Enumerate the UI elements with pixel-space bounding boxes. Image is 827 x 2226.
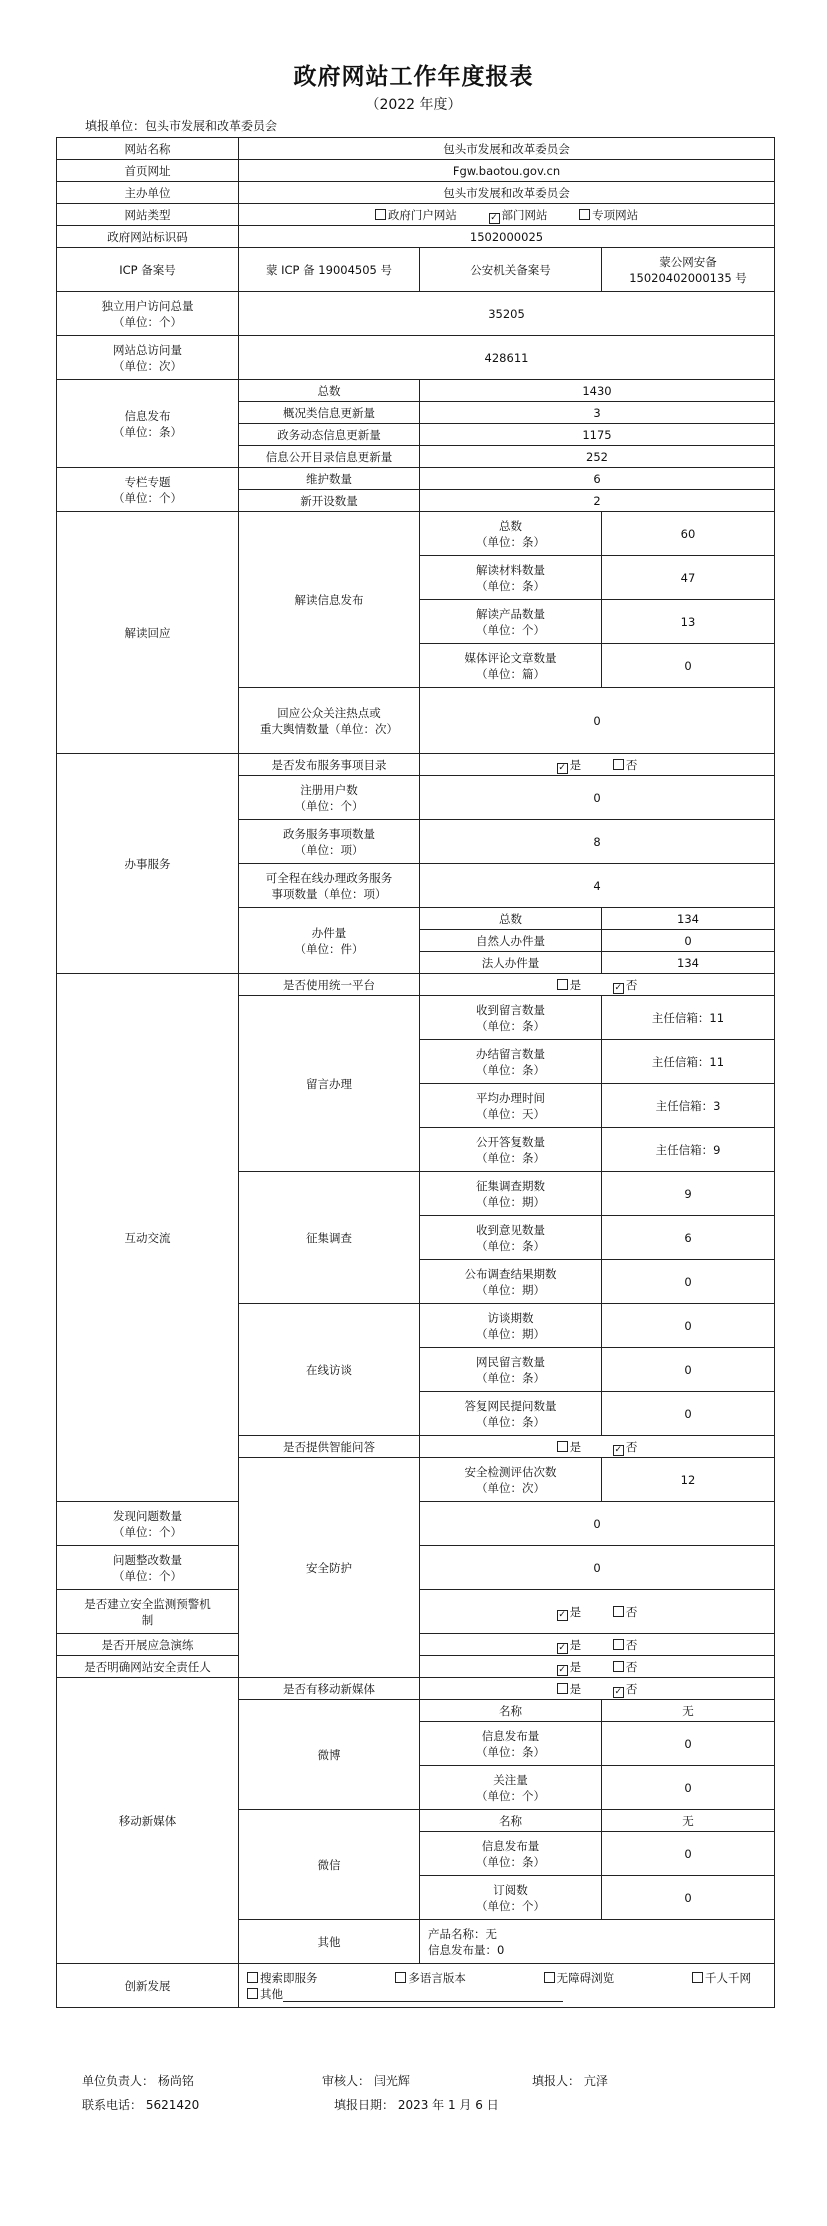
interact-public-label: 公开答复数量 （单位：条） bbox=[420, 1128, 602, 1172]
security-found-value: 0 bbox=[420, 1502, 775, 1546]
special-new-value: 2 bbox=[420, 490, 775, 512]
interact-interview-label: 在线访谈 bbox=[239, 1304, 420, 1436]
checkbox-icon bbox=[375, 209, 386, 220]
mobile-other-label: 其他 bbox=[239, 1920, 420, 1964]
service-natural-label: 自然人办件量 bbox=[420, 930, 602, 952]
interact-received-value: 主任信箱：11 bbox=[602, 996, 775, 1040]
checkbox-icon bbox=[395, 1972, 406, 1983]
uv-label: 独立用户访问总量 （单位：个） bbox=[57, 292, 239, 336]
info-total-label: 总数 bbox=[239, 380, 420, 402]
info-open-value: 252 bbox=[420, 446, 775, 468]
service-natural-value: 0 bbox=[602, 930, 775, 952]
interact-iv-periods-label: 访谈期数 （单位：期） bbox=[420, 1304, 602, 1348]
wechat-name-value: 无 bbox=[602, 1810, 775, 1832]
interact-periods-label: 征集调查期数 （单位：期） bbox=[420, 1172, 602, 1216]
wechat-subs-label: 订阅数 （单位：个） bbox=[420, 1876, 602, 1920]
interact-smart-options: 是 ✓ 否 bbox=[420, 1436, 775, 1458]
interact-iv-answers-value: 0 bbox=[602, 1392, 775, 1436]
interact-done-value: 主任信箱：11 bbox=[602, 1040, 775, 1084]
footer-reviewer: 审核人： 闫光辉 bbox=[322, 2074, 410, 2088]
police-value: 蒙公网安备 15020402000135 号 bbox=[602, 248, 775, 292]
footer-date: 填报日期： 2023 年 1 月 6 日 bbox=[334, 2098, 499, 2112]
mobile-has-label: 是否有移动新媒体 bbox=[239, 1678, 420, 1700]
security-warn-label: 是否建立安全监测预警机 制 bbox=[57, 1590, 239, 1634]
page-title: 政府网站工作年度报表 bbox=[293, 63, 534, 90]
site-name-value: 包头市发展和改革委员会 bbox=[239, 138, 775, 160]
security-warn-options: ✓ 是 否 bbox=[420, 1590, 775, 1634]
type-option-portal: 政府门户网站 bbox=[375, 207, 457, 223]
special-maintain-label: 维护数量 bbox=[239, 468, 420, 490]
interpret-section-label: 解读回应 bbox=[57, 512, 239, 754]
checkbox-checked-icon: ✓ bbox=[558, 1609, 566, 1620]
service-handle-total-label: 总数 bbox=[420, 908, 602, 930]
service-catalog-label: 是否发布服务事项目录 bbox=[239, 754, 420, 776]
interpret-total-value: 60 bbox=[602, 512, 775, 556]
interact-msg-label: 留言办理 bbox=[239, 996, 420, 1172]
interact-avg-value: 主任信箱：3 bbox=[602, 1084, 775, 1128]
weibo-follow-value: 0 bbox=[602, 1766, 775, 1810]
interact-section-label: 互动交流 bbox=[57, 974, 239, 1502]
mobile-other-value: 产品名称：无 信息发布量：0 bbox=[420, 1920, 775, 1964]
weibo-name-label: 名称 bbox=[420, 1700, 602, 1722]
homepage-label: 首页网址 bbox=[57, 160, 239, 182]
checkbox-checked-icon: ✓ bbox=[558, 1642, 566, 1653]
service-handle-label: 办件量 （单位：件） bbox=[239, 908, 420, 974]
info-overview-value: 3 bbox=[420, 402, 775, 424]
type-option-special: 专项网站 bbox=[579, 207, 638, 223]
innovation-section-label: 创新发展 bbox=[57, 1964, 239, 2008]
sponsor-label: 主办单位 bbox=[57, 182, 239, 204]
service-online-value: 4 bbox=[420, 864, 775, 908]
police-label: 公安机关备案号 bbox=[420, 248, 602, 292]
sponsor-value: 包头市发展和改革委员会 bbox=[239, 182, 775, 204]
mobile-section-label: 移动新媒体 bbox=[57, 1678, 239, 1964]
checkbox-checked-icon: ✓ bbox=[614, 982, 623, 993]
security-drill-options: ✓ 是 否 bbox=[420, 1634, 775, 1656]
interact-iv-answers-label: 答复网民提问数量 （单位：条） bbox=[420, 1392, 602, 1436]
service-users-label: 注册用户数 （单位：个） bbox=[239, 776, 420, 820]
wechat-subs-value: 0 bbox=[602, 1876, 775, 1920]
security-fixed-label: 问题整改数量 （单位：个） bbox=[57, 1546, 239, 1590]
innovation-option-multilang: 多语言版本 bbox=[395, 1970, 466, 1986]
icp-label: ICP 备案号 bbox=[57, 248, 239, 292]
interact-smart-label: 是否提供智能问答 bbox=[239, 1436, 420, 1458]
special-new-label: 新开设数量 bbox=[239, 490, 420, 512]
innovation-option-search: 搜索即服务 bbox=[247, 1970, 318, 1986]
service-handle-total-value: 134 bbox=[602, 908, 775, 930]
interpret-product-value: 13 bbox=[602, 600, 775, 644]
pv-label: 网站总访问量 （单位：次） bbox=[57, 336, 239, 380]
service-section-label: 办事服务 bbox=[57, 754, 239, 974]
interact-platform-options: 是 ✓ 否 bbox=[420, 974, 775, 996]
checkbox-icon bbox=[557, 1683, 568, 1694]
interpret-media-label: 媒体评论文章数量 （单位：篇） bbox=[420, 644, 602, 688]
interpret-hotspot-value: 0 bbox=[420, 688, 775, 754]
info-section-label: 信息发布 （单位：条） bbox=[57, 380, 239, 468]
site-type-options bbox=[239, 204, 775, 226]
service-legal-value: 134 bbox=[602, 952, 775, 974]
icp-value: 蒙 ICP 备 19004505 号 bbox=[239, 248, 420, 292]
interact-results-value: 0 bbox=[602, 1260, 775, 1304]
interact-results-label: 公布调查结果期数 （单位：期） bbox=[420, 1260, 602, 1304]
interpret-material-label: 解读材料数量 （单位：条） bbox=[420, 556, 602, 600]
checkbox-checked-icon: ✓ bbox=[558, 762, 566, 773]
site-type-label: 网站类型 bbox=[57, 204, 239, 226]
innovation-option-accessible: 无障碍浏览 bbox=[544, 1970, 615, 1986]
checkbox-icon bbox=[579, 209, 590, 220]
report-year: （2022 年度） bbox=[365, 97, 462, 113]
service-legal-label: 法人办件量 bbox=[420, 952, 602, 974]
security-resp-options: ✓ 是 否 bbox=[420, 1656, 775, 1678]
interpret-media-value: 0 bbox=[602, 644, 775, 688]
site-code-value: 1502000025 bbox=[239, 226, 775, 248]
interact-platform-label: 是否使用统一平台 bbox=[239, 974, 420, 996]
special-section-label: 专栏专题 （单位：个） bbox=[57, 468, 239, 512]
checkbox-icon bbox=[557, 979, 568, 990]
security-tests-value: 12 bbox=[602, 1458, 775, 1502]
info-open-label: 信息公开目录信息更新量 bbox=[239, 446, 420, 468]
checkbox-checked-icon: ✓ bbox=[490, 212, 498, 223]
interpret-sub-label: 解读信息发布 bbox=[239, 512, 420, 688]
interpret-product-label: 解读产品数量 （单位：个） bbox=[420, 600, 602, 644]
checkbox-icon bbox=[613, 1639, 624, 1650]
checkbox-checked-icon: ✓ bbox=[614, 1444, 623, 1455]
site-code-label: 政府网站标识码 bbox=[57, 226, 239, 248]
service-items-label: 政务服务事项数量 （单位：项） bbox=[239, 820, 420, 864]
interact-survey-label: 征集调查 bbox=[239, 1172, 420, 1304]
uv-value: 35205 bbox=[239, 292, 775, 336]
site-name-label: 网站名称 bbox=[57, 138, 239, 160]
mobile-has-options: 是 ✓ 否 bbox=[420, 1678, 775, 1700]
checkbox-icon bbox=[613, 759, 624, 770]
interpret-material-value: 47 bbox=[602, 556, 775, 600]
checkbox-icon bbox=[247, 1988, 258, 1999]
report-table bbox=[56, 137, 775, 2008]
checkbox-icon bbox=[692, 1972, 703, 1983]
interact-received-label: 收到留言数量 （单位：条） bbox=[420, 996, 602, 1040]
interact-iv-msgs-label: 网民留言数量 （单位：条） bbox=[420, 1348, 602, 1392]
checkbox-icon bbox=[613, 1606, 624, 1617]
type-option-department: ✓ 部门网站 bbox=[490, 207, 548, 223]
mobile-wechat-label: 微信 bbox=[239, 1810, 420, 1920]
footer-leader: 单位负责人： 杨尚铭 bbox=[82, 2074, 194, 2088]
security-fixed-value: 0 bbox=[420, 1546, 775, 1590]
innovation-options bbox=[239, 1964, 775, 2008]
security-resp-label: 是否明确网站安全责任人 bbox=[57, 1656, 239, 1678]
wechat-name-label: 名称 bbox=[420, 1810, 602, 1832]
pv-value: 428611 bbox=[239, 336, 775, 380]
reporting-unit: 填报单位：包头市发展和改革委员会 bbox=[85, 119, 278, 133]
weibo-posts-label: 信息发布量 （单位：条） bbox=[420, 1722, 602, 1766]
service-online-label: 可全程在线办理政务服务 事项数量（单位：项） bbox=[239, 864, 420, 908]
checkbox-checked-icon: ✓ bbox=[558, 1664, 566, 1675]
other-fill-line bbox=[283, 1989, 563, 2002]
security-found-label: 发现问题数量 （单位：个） bbox=[57, 1502, 239, 1546]
interact-iv-msgs-value: 0 bbox=[602, 1348, 775, 1392]
weibo-name-value: 无 bbox=[602, 1700, 775, 1722]
interact-avg-label: 平均办理时间 （单位：天） bbox=[420, 1084, 602, 1128]
checkbox-icon bbox=[544, 1972, 555, 1983]
checkbox-icon bbox=[613, 1661, 624, 1672]
info-news-label: 政务动态信息更新量 bbox=[239, 424, 420, 446]
wechat-posts-label: 信息发布量 （单位：条） bbox=[420, 1832, 602, 1876]
security-section-label: 安全防护 bbox=[239, 1458, 420, 1678]
interact-opinions-label: 收到意见数量 （单位：条） bbox=[420, 1216, 602, 1260]
interpret-total-label: 总数 （单位：条） bbox=[420, 512, 602, 556]
interact-iv-periods-value: 0 bbox=[602, 1304, 775, 1348]
service-users-value: 0 bbox=[420, 776, 775, 820]
mobile-weibo-label: 微博 bbox=[239, 1700, 420, 1810]
checkbox-checked-icon: ✓ bbox=[614, 1686, 623, 1697]
innovation-option-other: 其他 bbox=[247, 1986, 771, 2002]
service-items-value: 8 bbox=[420, 820, 775, 864]
info-news-value: 1175 bbox=[420, 424, 775, 446]
interact-opinions-value: 6 bbox=[602, 1216, 775, 1260]
homepage-value: Fgw.baotou.gov.cn bbox=[239, 160, 775, 182]
security-tests-label: 安全检测评估次数 （单位：次） bbox=[420, 1458, 602, 1502]
innovation-option-personalized: 千人千网 bbox=[692, 1970, 751, 1986]
checkbox-icon bbox=[557, 1441, 568, 1452]
info-total-value: 1430 bbox=[420, 380, 775, 402]
security-drill-label: 是否开展应急演练 bbox=[57, 1634, 239, 1656]
footer-phone: 联系电话： 5621420 bbox=[82, 2098, 200, 2112]
service-catalog-options: ✓ 是 否 bbox=[420, 754, 775, 776]
wechat-posts-value: 0 bbox=[602, 1832, 775, 1876]
info-overview-label: 概况类信息更新量 bbox=[239, 402, 420, 424]
interact-public-value: 主任信箱：9 bbox=[602, 1128, 775, 1172]
weibo-follow-label: 关注量 （单位：个） bbox=[420, 1766, 602, 1810]
footer-filler: 填报人： 亢泽 bbox=[532, 2074, 608, 2088]
special-maintain-value: 6 bbox=[420, 468, 775, 490]
interact-done-label: 办结留言数量 （单位：条） bbox=[420, 1040, 602, 1084]
interact-periods-value: 9 bbox=[602, 1172, 775, 1216]
weibo-posts-value: 0 bbox=[602, 1722, 775, 1766]
interpret-hotspot-label: 回应公众关注热点或 重大舆情数量（单位：次） bbox=[239, 688, 420, 754]
checkbox-icon bbox=[247, 1972, 258, 1983]
